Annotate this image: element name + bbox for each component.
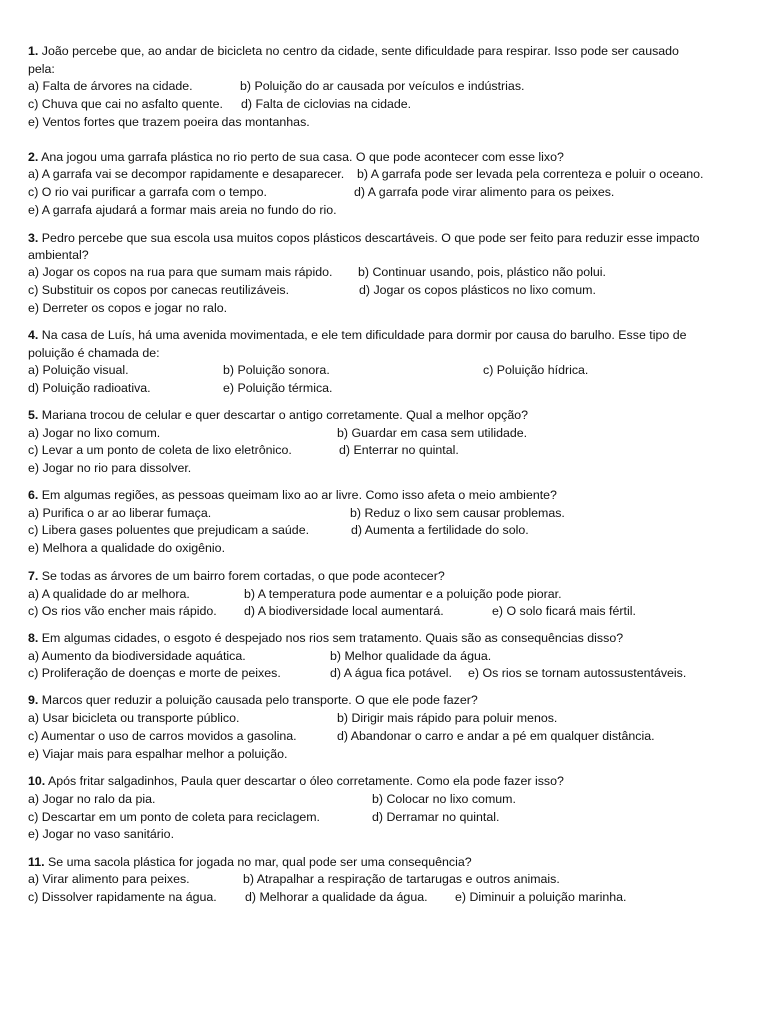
question-stem: 1. João percebe que, ao andar de bicicleta no centro da cidade, sente dificuldade para respirar. Isso pode ser causado [28,44,679,58]
question-stem: 8. Em algumas cidades, o esgoto é despejado nos rios sem tratamento. Quais são as consequências disso? [28,631,624,645]
question-stem-continuation: poluição é chamada de: [28,346,160,360]
option-b: b) A temperatura pode aumentar e a poluição pode piorar. [244,587,562,601]
option-a: a) Jogar no ralo da pia. [28,792,156,806]
option-c: c) Poluição hídrica. [483,363,589,377]
question-number: 10. [28,774,46,788]
option-c: c) O rio vai purificar a garrafa com o tempo. [28,185,267,199]
option-c: c) Libera gases poluentes que prejudicam a saúde. [28,523,310,537]
option-c: c) Substituir os copos por canecas reutilizáveis. [28,283,290,297]
option-d: d) Melhorar a qualidade da água. [245,890,428,904]
option-e: e) Os rios se tornam autossustentáveis. [468,666,687,680]
option-e: e) Melhora a qualidade do oxigênio. [28,541,226,555]
option-d: d) A água fica potável. [330,666,452,680]
question-stem: 7. Se todas as árvores de um bairro forem cortadas, o que pode acontecer? [28,569,445,583]
option-e: e) Poluição térmica. [223,381,333,395]
option-e: e) A garrafa ajudará a formar mais areia no fundo do rio. [28,203,337,217]
option-c: c) Os rios vão encher mais rápido. [28,604,217,618]
option-e: e) Jogar no rio para dissolver. [28,461,192,475]
question-number: 4. [28,328,39,342]
option-d: d) Derramar no quintal. [372,810,500,824]
question-stem: 5. Mariana trocou de celular e quer descartar o antigo corretamente. Qual a melhor opção? [28,408,529,422]
option-e: e) O solo ficará mais fértil. [492,604,636,618]
option-b: b) Poluição sonora. [223,363,330,377]
option-c: c) Proliferação de doenças e morte de peixes. [28,666,281,680]
option-b: b) A garrafa pode ser levada pela correnteza e poluir o oceano. [357,167,704,181]
option-d: d) Aumenta a fertilidade do solo. [351,523,529,537]
option-e: e) Diminuir a poluição marinha. [455,890,627,904]
question-number: 11. [28,855,45,869]
question-stem-continuation: ambiental? [28,248,89,262]
question-stem: 10. Após fritar salgadinhos, Paula quer descartar o óleo corretamente. Como ela pode fazer isso? [28,774,564,788]
option-a: a) A qualidade do ar melhora. [28,587,190,601]
option-b: b) Guardar em casa sem utilidade. [337,426,528,440]
option-b: b) Atrapalhar a respiração de tartarugas e outros animais. [243,872,560,886]
question-number: 1. [28,44,39,58]
option-a: a) Jogar os copos na rua para que sumam mais rápido. [28,265,333,279]
option-d: d) Poluição radioativa. [28,381,151,395]
option-e: e) Ventos fortes que trazem poeira das montanhas. [28,115,310,129]
question-stem-continuation: pela: [28,62,55,76]
option-e: e) Derreter os copos e jogar no ralo. [28,301,228,315]
option-e: e) Jogar no vaso sanitário. [28,827,175,841]
option-a: a) A garrafa vai se decompor rapidamente e desaparecer. [28,167,345,181]
option-c: c) Aumentar o uso de carros movidos a gasolina. [28,729,297,743]
question-stem: 4. Na casa de Luís, há uma avenida movimentada, e ele tem dificuldade para dormir por causa do barulho. Esse tipo de [28,328,687,342]
question-number: 9. [28,693,39,707]
option-c: c) Chuva que cai no asfalto quente. [28,97,223,111]
option-c: c) Levar a um ponto de coleta de lixo eletrônico. [28,443,292,457]
option-b: b) Continuar usando, pois, plástico não polui. [358,265,606,279]
question-stem: 3. Pedro percebe que sua escola usa muitos copos plásticos descartáveis. O que pode ser feito para reduzir esse impacto [28,231,700,245]
option-d: d) A garrafa pode virar alimento para os peixes. [354,185,615,199]
question-stem: 2. Ana jogou uma garrafa plástica no rio perto de sua casa. O que pode acontecer com esse lixo? [28,150,564,164]
question-number: 6. [28,488,39,502]
option-e: e) Viajar mais para espalhar melhor a poluição. [28,747,288,761]
question-number: 5. [28,408,39,422]
option-a: a) Purifica o ar ao liberar fumaça. [28,506,212,520]
option-c: c) Descartar em um ponto de coleta para reciclagem. [28,810,320,824]
option-c: c) Dissolver rapidamente na água. [28,890,217,904]
question-stem: 9. Marcos quer reduzir a poluição causada pelo transporte. O que ele pode fazer? [28,693,478,707]
question-number: 2. [28,150,39,164]
question-number: 3. [28,231,39,245]
option-a: a) Aumento da biodiversidade aquática. [28,649,246,663]
option-b: b) Dirigir mais rápido para poluir menos. [337,711,558,725]
option-a: a) Virar alimento para peixes. [28,872,190,886]
option-b: b) Colocar no lixo comum. [372,792,516,806]
option-d: d) Abandonar o carro e andar a pé em qualquer distância. [337,729,655,743]
option-d: d) Falta de ciclovias na cidade. [241,97,412,111]
question-number: 7. [28,569,39,583]
option-d: d) Enterrar no quintal. [339,443,459,457]
option-a: a) Falta de árvores na cidade. [28,79,193,93]
option-b: b) Melhor qualidade da água. [330,649,492,663]
question-number: 8. [28,631,39,645]
option-d: d) Jogar os copos plásticos no lixo comum. [359,283,596,297]
question-stem: 11. Se uma sacola plástica for jogada no mar, qual pode ser uma consequência? [28,855,472,869]
option-b: b) Reduz o lixo sem causar problemas. [350,506,565,520]
question-stem: 6. Em algumas regiões, as pessoas queimam lixo ao ar livre. Como isso afeta o meio ambiente? [28,488,557,502]
option-a: a) Usar bicicleta ou transporte público. [28,711,240,725]
option-a: a) Poluição visual. [28,363,129,377]
option-b: b) Poluição do ar causada por veículos e indústrias. [240,79,525,93]
option-a: a) Jogar no lixo comum. [28,426,161,440]
option-d: d) A biodiversidade local aumentará. [244,604,444,618]
